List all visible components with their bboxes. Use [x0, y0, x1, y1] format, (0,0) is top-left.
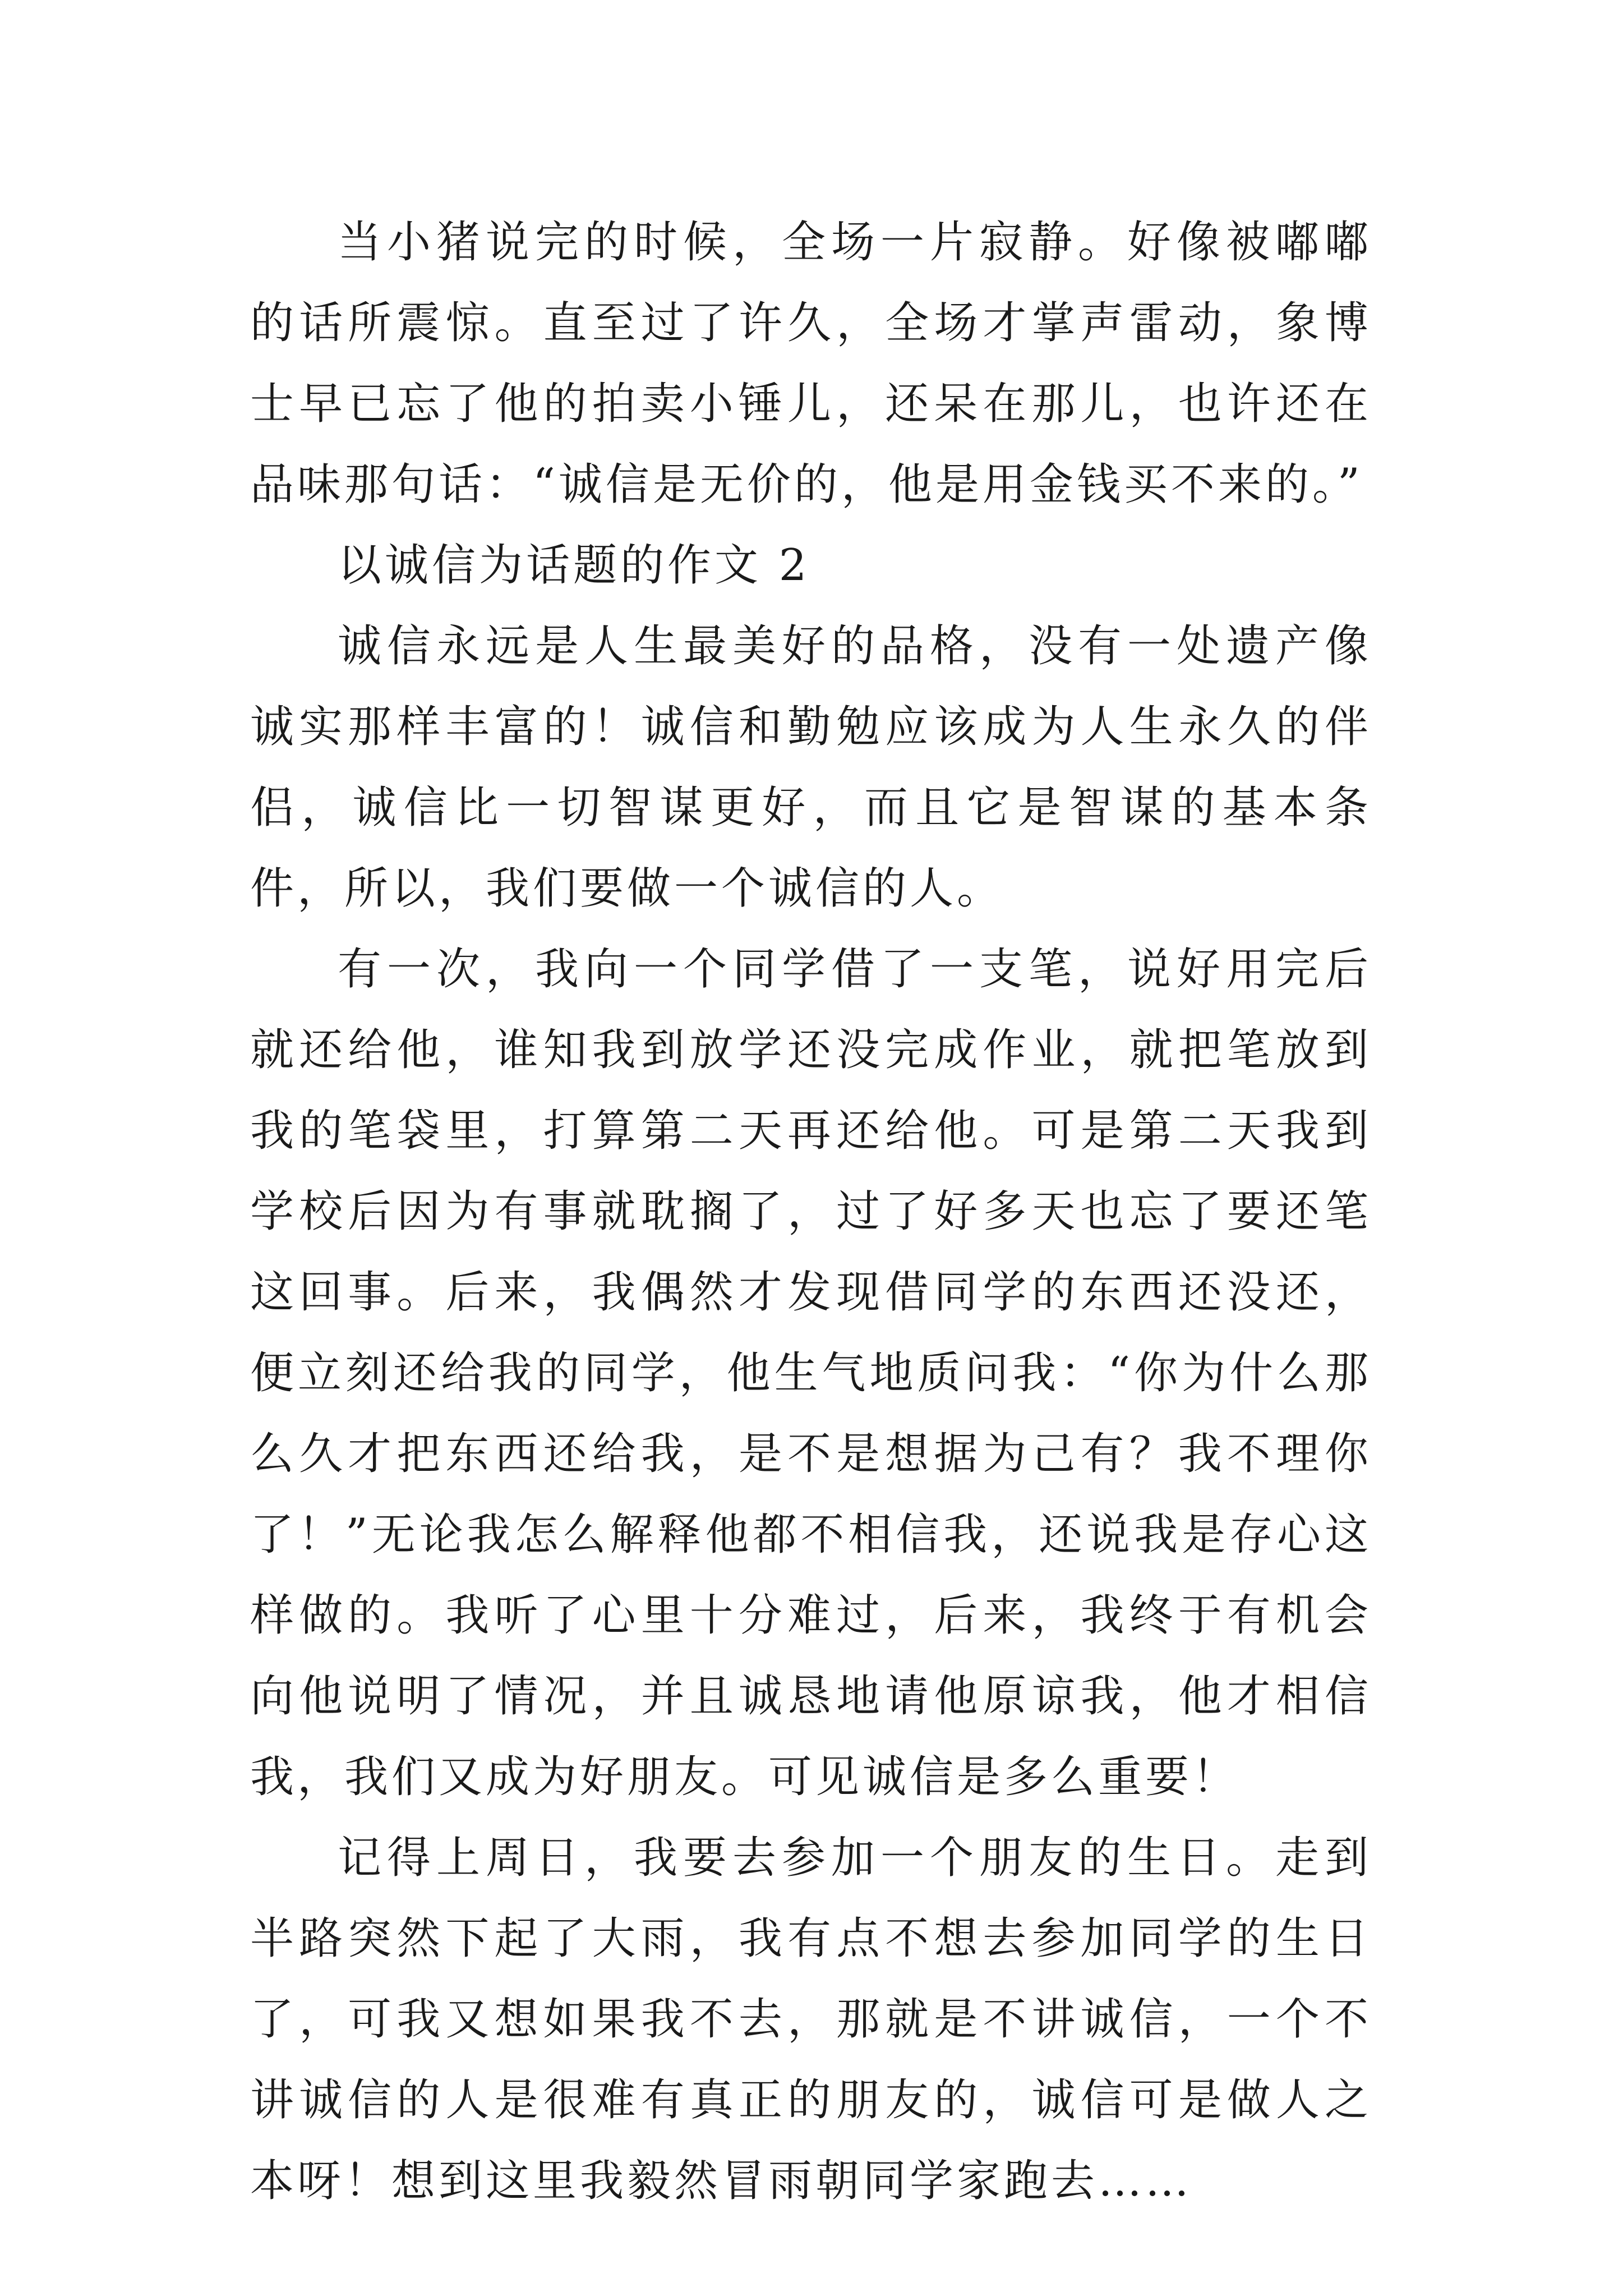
paragraph-intro: 诚信永远是人生最美好的品格，没有一处遗产像诚实那样丰富的！诚信和勤勉应该成为人生永久的伴侣，诚信比一切智谋更好，而且它是智谋的基本条件，所以，我们要做一个诚信的人。 — [250, 621, 1372, 914]
paragraph-birthday-story: 记得上周日，我要去参加一个朋友的生日。走到半路突然下起了大雨，我有点不想去参加同学的生日了，可我又想如果我不去，那就是不讲诚信，一个不讲诚信的人是很难有真正的朋友的，诚信可是做人之本呀！想到这里我毅然冒雨朝同学家跑去…… — [250, 1833, 1372, 2206]
paragraph-pen-story: 有一次，我向一个同学借了一支笔，说好用完后就还给他，谁知我到放学还没完成作业，就把笔放到我的笔袋里，打算第二天再还给他。可是第二天我到学校后因为有事就耽搁了，过了好多天也忘了要还笔这回事。后来，我偶然才发现借同学的东西还没还，便立刻还给我的同学，他生气地质问我：“你为什么那么久才把东西还给我，是不是想据为己有？我不理你了！”无论我怎么解释他都不相信我，还说我是存心这样做的。我听了心里十分难过，后来，我终于有机会向他说明了情况，并且诚恳地请他原谅我，他才相信我，我们又成为好朋友。可见诚信是多么重要！ — [250, 944, 1372, 1802]
paragraph-ending: 当小猪说完的时候，全场一片寂静。好像被嘟嘟的话所震惊。直至过了许久，全场才掌声雷动，象博士早已忘了他的拍卖小锤儿，还呆在那儿，也许还在品味那句话：“诚信是无价的，他是用金钱买不来的。” — [250, 217, 1372, 510]
essay-title: 以诚信为话题的作文 2 — [338, 540, 810, 591]
essay-body — [250, 202, 1372, 2221]
